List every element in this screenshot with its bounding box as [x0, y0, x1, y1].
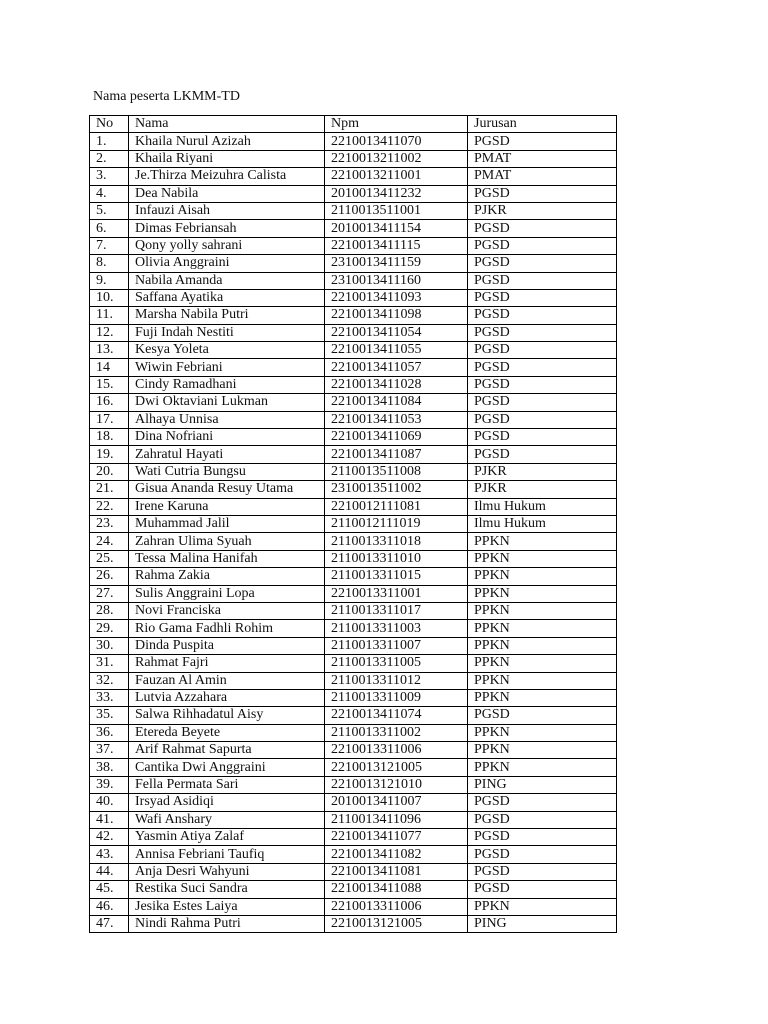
cell-nama: Nindi Rahma Putri: [129, 915, 325, 932]
table-row: [90, 550, 617, 567]
cell-jurusan: PPKN: [468, 655, 617, 672]
cell-no: 25.: [90, 550, 129, 567]
cell-nama: Dea Nabila: [129, 185, 325, 202]
cell-no: 32.: [90, 672, 129, 689]
cell-npm: 2110013311009: [325, 689, 468, 706]
cell-nama: Zahran Ulima Syuah: [129, 533, 325, 550]
cell-no: 30.: [90, 637, 129, 654]
table-row: [90, 655, 617, 672]
cell-jurusan: PGSD: [468, 429, 617, 446]
table-row: [90, 742, 617, 759]
table-row: [90, 498, 617, 515]
table-row: [90, 220, 617, 237]
cell-npm: 2210013411077: [325, 829, 468, 846]
cell-jurusan: PGSD: [468, 829, 617, 846]
cell-nama: Marsha Nabila Putri: [129, 307, 325, 324]
cell-jurusan: PGSD: [468, 376, 617, 393]
table-row: [90, 759, 617, 776]
cell-no: 11.: [90, 307, 129, 324]
cell-no: 17.: [90, 411, 129, 428]
cell-npm: 2210013311006: [325, 742, 468, 759]
table-row: [90, 898, 617, 915]
cell-npm: 2110013511001: [325, 202, 468, 219]
cell-nama: Tessa Malina Hanifah: [129, 550, 325, 567]
cell-npm: 2110013311003: [325, 620, 468, 637]
cell-jurusan: PPKN: [468, 637, 617, 654]
cell-nama: Kesya Yoleta: [129, 342, 325, 359]
cell-npm: 2310013411160: [325, 272, 468, 289]
cell-no: 19.: [90, 446, 129, 463]
cell-nama: Wiwin Febriani: [129, 359, 325, 376]
table-row: [90, 376, 617, 393]
cell-jurusan: PGSD: [468, 359, 617, 376]
cell-no: 36.: [90, 724, 129, 741]
cell-no: 44.: [90, 863, 129, 880]
cell-no: 20.: [90, 463, 129, 480]
cell-nama: Etereda Beyete: [129, 724, 325, 741]
cell-npm: 2110013311007: [325, 637, 468, 654]
header-no: No: [90, 116, 129, 133]
cell-jurusan: PPKN: [468, 550, 617, 567]
cell-npm: 2210013411054: [325, 324, 468, 341]
table-row: [90, 881, 617, 898]
cell-npm: 2110013311018: [325, 533, 468, 550]
cell-jurusan: PGSD: [468, 707, 617, 724]
cell-no: 40.: [90, 794, 129, 811]
table-row: [90, 672, 617, 689]
table-row: [90, 289, 617, 306]
cell-nama: Khaila Riyani: [129, 150, 325, 167]
cell-jurusan: PPKN: [468, 689, 617, 706]
participant-table: [89, 115, 617, 933]
cell-npm: 2210013411098: [325, 307, 468, 324]
cell-no: 39.: [90, 776, 129, 793]
cell-jurusan: PGSD: [468, 272, 617, 289]
cell-jurusan: Ilmu Hukum: [468, 498, 617, 515]
cell-nama: Dinda Puspita: [129, 637, 325, 654]
cell-no: 27.: [90, 585, 129, 602]
cell-nama: Rahmat Fajri: [129, 655, 325, 672]
cell-no: 18.: [90, 429, 129, 446]
cell-npm: 2210013411088: [325, 881, 468, 898]
table-row: [90, 533, 617, 550]
cell-npm: 2310013511002: [325, 481, 468, 498]
table-row: [90, 307, 617, 324]
cell-jurusan: PING: [468, 776, 617, 793]
cell-jurusan: PGSD: [468, 446, 617, 463]
cell-jurusan: PGSD: [468, 307, 617, 324]
table-row: [90, 446, 617, 463]
table-row: [90, 359, 617, 376]
cell-no: 22.: [90, 498, 129, 515]
cell-npm: 2210013411055: [325, 342, 468, 359]
table-row: [90, 776, 617, 793]
cell-no: 9.: [90, 272, 129, 289]
cell-nama: Dina Nofriani: [129, 429, 325, 446]
table-row: [90, 342, 617, 359]
table-row: [90, 811, 617, 828]
table-row: [90, 133, 617, 150]
cell-nama: Salwa Rihhadatul Aisy: [129, 707, 325, 724]
cell-jurusan: PGSD: [468, 863, 617, 880]
cell-jurusan: PGSD: [468, 185, 617, 202]
table-row: [90, 689, 617, 706]
cell-no: 35.: [90, 707, 129, 724]
table-body: [90, 133, 617, 933]
cell-nama: Wafi Anshary: [129, 811, 325, 828]
cell-no: 33.: [90, 689, 129, 706]
table-row: [90, 829, 617, 846]
cell-npm: 2110013311005: [325, 655, 468, 672]
cell-no: 37.: [90, 742, 129, 759]
cell-npm: 2010013411154: [325, 220, 468, 237]
cell-no: 14: [90, 359, 129, 376]
cell-npm: 2210013411115: [325, 237, 468, 254]
table-row: [90, 150, 617, 167]
cell-nama: Sulis Anggraini Lopa: [129, 585, 325, 602]
cell-nama: Rahma Zakia: [129, 568, 325, 585]
cell-nama: Saffana Ayatika: [129, 289, 325, 306]
cell-jurusan: PPKN: [468, 742, 617, 759]
cell-jurusan: PJKR: [468, 202, 617, 219]
cell-jurusan: PGSD: [468, 394, 617, 411]
cell-nama: Irsyad Asidiqi: [129, 794, 325, 811]
table-row: [90, 394, 617, 411]
cell-nama: Jesika Estes Laiya: [129, 898, 325, 915]
table-row: [90, 602, 617, 619]
table-row: [90, 707, 617, 724]
cell-no: 7.: [90, 237, 129, 254]
cell-no: 28.: [90, 602, 129, 619]
table-row: [90, 463, 617, 480]
cell-jurusan: PGSD: [468, 881, 617, 898]
cell-npm: 2210013121010: [325, 776, 468, 793]
cell-npm: 2210013121005: [325, 759, 468, 776]
cell-nama: Restika Suci Sandra: [129, 881, 325, 898]
cell-nama: Anja Desri Wahyuni: [129, 863, 325, 880]
table-row: [90, 637, 617, 654]
cell-npm: 2210013411053: [325, 411, 468, 428]
cell-npm: 2110013311017: [325, 602, 468, 619]
cell-jurusan: PJKR: [468, 481, 617, 498]
cell-jurusan: PGSD: [468, 289, 617, 306]
cell-npm: 2210013411082: [325, 846, 468, 863]
cell-nama: Dimas Febriansah: [129, 220, 325, 237]
table-row: [90, 429, 617, 446]
cell-nama: Muhammad Jalil: [129, 515, 325, 532]
cell-npm: 2210013411081: [325, 863, 468, 880]
cell-nama: Wati Cutria Bungsu: [129, 463, 325, 480]
cell-jurusan: PJKR: [468, 463, 617, 480]
table-row: [90, 620, 617, 637]
cell-npm: 2210013411028: [325, 376, 468, 393]
cell-jurusan: PPKN: [468, 533, 617, 550]
cell-nama: Annisa Febriani Taufiq: [129, 846, 325, 863]
cell-nama: Zahratul Hayati: [129, 446, 325, 463]
cell-jurusan: Ilmu Hukum: [468, 515, 617, 532]
cell-npm: 2010013411007: [325, 794, 468, 811]
cell-no: 43.: [90, 846, 129, 863]
cell-jurusan: PPKN: [468, 568, 617, 585]
table-row: [90, 202, 617, 219]
table-row: [90, 794, 617, 811]
cell-jurusan: PGSD: [468, 342, 617, 359]
cell-no: 38.: [90, 759, 129, 776]
cell-no: 16.: [90, 394, 129, 411]
cell-no: 15.: [90, 376, 129, 393]
cell-jurusan: PGSD: [468, 846, 617, 863]
table-row: [90, 411, 617, 428]
cell-jurusan: PPKN: [468, 620, 617, 637]
cell-jurusan: PGSD: [468, 794, 617, 811]
cell-nama: Alhaya Unnisa: [129, 411, 325, 428]
cell-nama: Infauzi Aisah: [129, 202, 325, 219]
cell-nama: Irene Karuna: [129, 498, 325, 515]
cell-no: 5.: [90, 202, 129, 219]
cell-jurusan: PING: [468, 915, 617, 932]
table-row: [90, 272, 617, 289]
cell-npm: 2010013411232: [325, 185, 468, 202]
table-row: [90, 846, 617, 863]
cell-no: 31.: [90, 655, 129, 672]
cell-npm: 2110013311010: [325, 550, 468, 567]
cell-no: 29.: [90, 620, 129, 637]
cell-jurusan: PGSD: [468, 133, 617, 150]
table-row: [90, 515, 617, 532]
cell-no: 2.: [90, 150, 129, 167]
cell-nama: Arif Rahmat Sapurta: [129, 742, 325, 759]
cell-npm: 2110012111019: [325, 515, 468, 532]
cell-npm: 2210013411074: [325, 707, 468, 724]
cell-npm: 2210013311006: [325, 898, 468, 915]
cell-npm: 2210012111081: [325, 498, 468, 515]
cell-npm: 2210013411084: [325, 394, 468, 411]
cell-nama: Olivia Anggraini: [129, 255, 325, 272]
cell-no: 1.: [90, 133, 129, 150]
cell-no: 13.: [90, 342, 129, 359]
cell-jurusan: PMAT: [468, 150, 617, 167]
cell-no: 24.: [90, 533, 129, 550]
cell-jurusan: PPKN: [468, 724, 617, 741]
cell-jurusan: PGSD: [468, 811, 617, 828]
cell-npm: 2110013311012: [325, 672, 468, 689]
cell-npm: 2310013411159: [325, 255, 468, 272]
cell-no: 46.: [90, 898, 129, 915]
table-row: [90, 585, 617, 602]
table-row: [90, 185, 617, 202]
cell-no: 41.: [90, 811, 129, 828]
table-row: [90, 568, 617, 585]
header-npm: Npm: [325, 116, 468, 133]
cell-jurusan: PPKN: [468, 672, 617, 689]
cell-npm: 2210013411093: [325, 289, 468, 306]
cell-npm: 2210013211002: [325, 150, 468, 167]
cell-no: 4.: [90, 185, 129, 202]
cell-no: 10.: [90, 289, 129, 306]
table-row: [90, 168, 617, 185]
cell-jurusan: PMAT: [468, 168, 617, 185]
cell-npm: 2210013411070: [325, 133, 468, 150]
cell-nama: Gisua Ananda Resuy Utama: [129, 481, 325, 498]
cell-nama: Dwi Oktaviani Lukman: [129, 394, 325, 411]
cell-no: 23.: [90, 515, 129, 532]
cell-jurusan: PPKN: [468, 898, 617, 915]
cell-no: 8.: [90, 255, 129, 272]
header-jurusan: Jurusan: [468, 116, 617, 133]
cell-npm: 2210013211001: [325, 168, 468, 185]
cell-nama: Fauzan Al Amin: [129, 672, 325, 689]
cell-npm: 2110013311015: [325, 568, 468, 585]
cell-npm: 2110013411096: [325, 811, 468, 828]
cell-npm: 2110013511008: [325, 463, 468, 480]
cell-jurusan: PPKN: [468, 759, 617, 776]
cell-nama: Khaila Nurul Azizah: [129, 133, 325, 150]
cell-no: 42.: [90, 829, 129, 846]
cell-jurusan: PGSD: [468, 324, 617, 341]
cell-npm: 2210013411057: [325, 359, 468, 376]
table-row: [90, 324, 617, 341]
cell-no: 3.: [90, 168, 129, 185]
cell-npm: 2210013411087: [325, 446, 468, 463]
cell-no: 45.: [90, 881, 129, 898]
cell-nama: Yasmin Atiya Zalaf: [129, 829, 325, 846]
cell-jurusan: PPKN: [468, 602, 617, 619]
cell-no: 26.: [90, 568, 129, 585]
table-row: [90, 724, 617, 741]
cell-no: 21.: [90, 481, 129, 498]
cell-jurusan: PGSD: [468, 411, 617, 428]
cell-no: 47.: [90, 915, 129, 932]
cell-nama: Fella Permata Sari: [129, 776, 325, 793]
cell-nama: Lutvia Azzahara: [129, 689, 325, 706]
cell-jurusan: PGSD: [468, 237, 617, 254]
cell-no: 12.: [90, 324, 129, 341]
cell-nama: Cindy Ramadhani: [129, 376, 325, 393]
cell-nama: Rio Gama Fadhli Rohim: [129, 620, 325, 637]
cell-npm: 2210013411069: [325, 429, 468, 446]
cell-no: 6.: [90, 220, 129, 237]
table-row: [90, 255, 617, 272]
cell-npm: 2210013311001: [325, 585, 468, 602]
table-row: [90, 863, 617, 880]
table-row: [90, 481, 617, 498]
cell-nama: Nabila Amanda: [129, 272, 325, 289]
cell-jurusan: PPKN: [468, 585, 617, 602]
cell-jurusan: PGSD: [468, 255, 617, 272]
cell-nama: Je.Thirza Meizuhra Calista: [129, 168, 325, 185]
cell-npm: 2210013121005: [325, 915, 468, 932]
cell-nama: Fuji Indah Nestiti: [129, 324, 325, 341]
cell-nama: Qony yolly sahrani: [129, 237, 325, 254]
cell-npm: 2110013311002: [325, 724, 468, 741]
table-row: [90, 915, 617, 932]
table-header-row: [90, 116, 617, 133]
document-title: Nama peserta LKMM-TD: [93, 89, 240, 104]
cell-nama: Novi Franciska: [129, 602, 325, 619]
cell-jurusan: PGSD: [468, 220, 617, 237]
cell-nama: Cantika Dwi Anggraini: [129, 759, 325, 776]
header-nama: Nama: [129, 116, 325, 133]
table-row: [90, 237, 617, 254]
